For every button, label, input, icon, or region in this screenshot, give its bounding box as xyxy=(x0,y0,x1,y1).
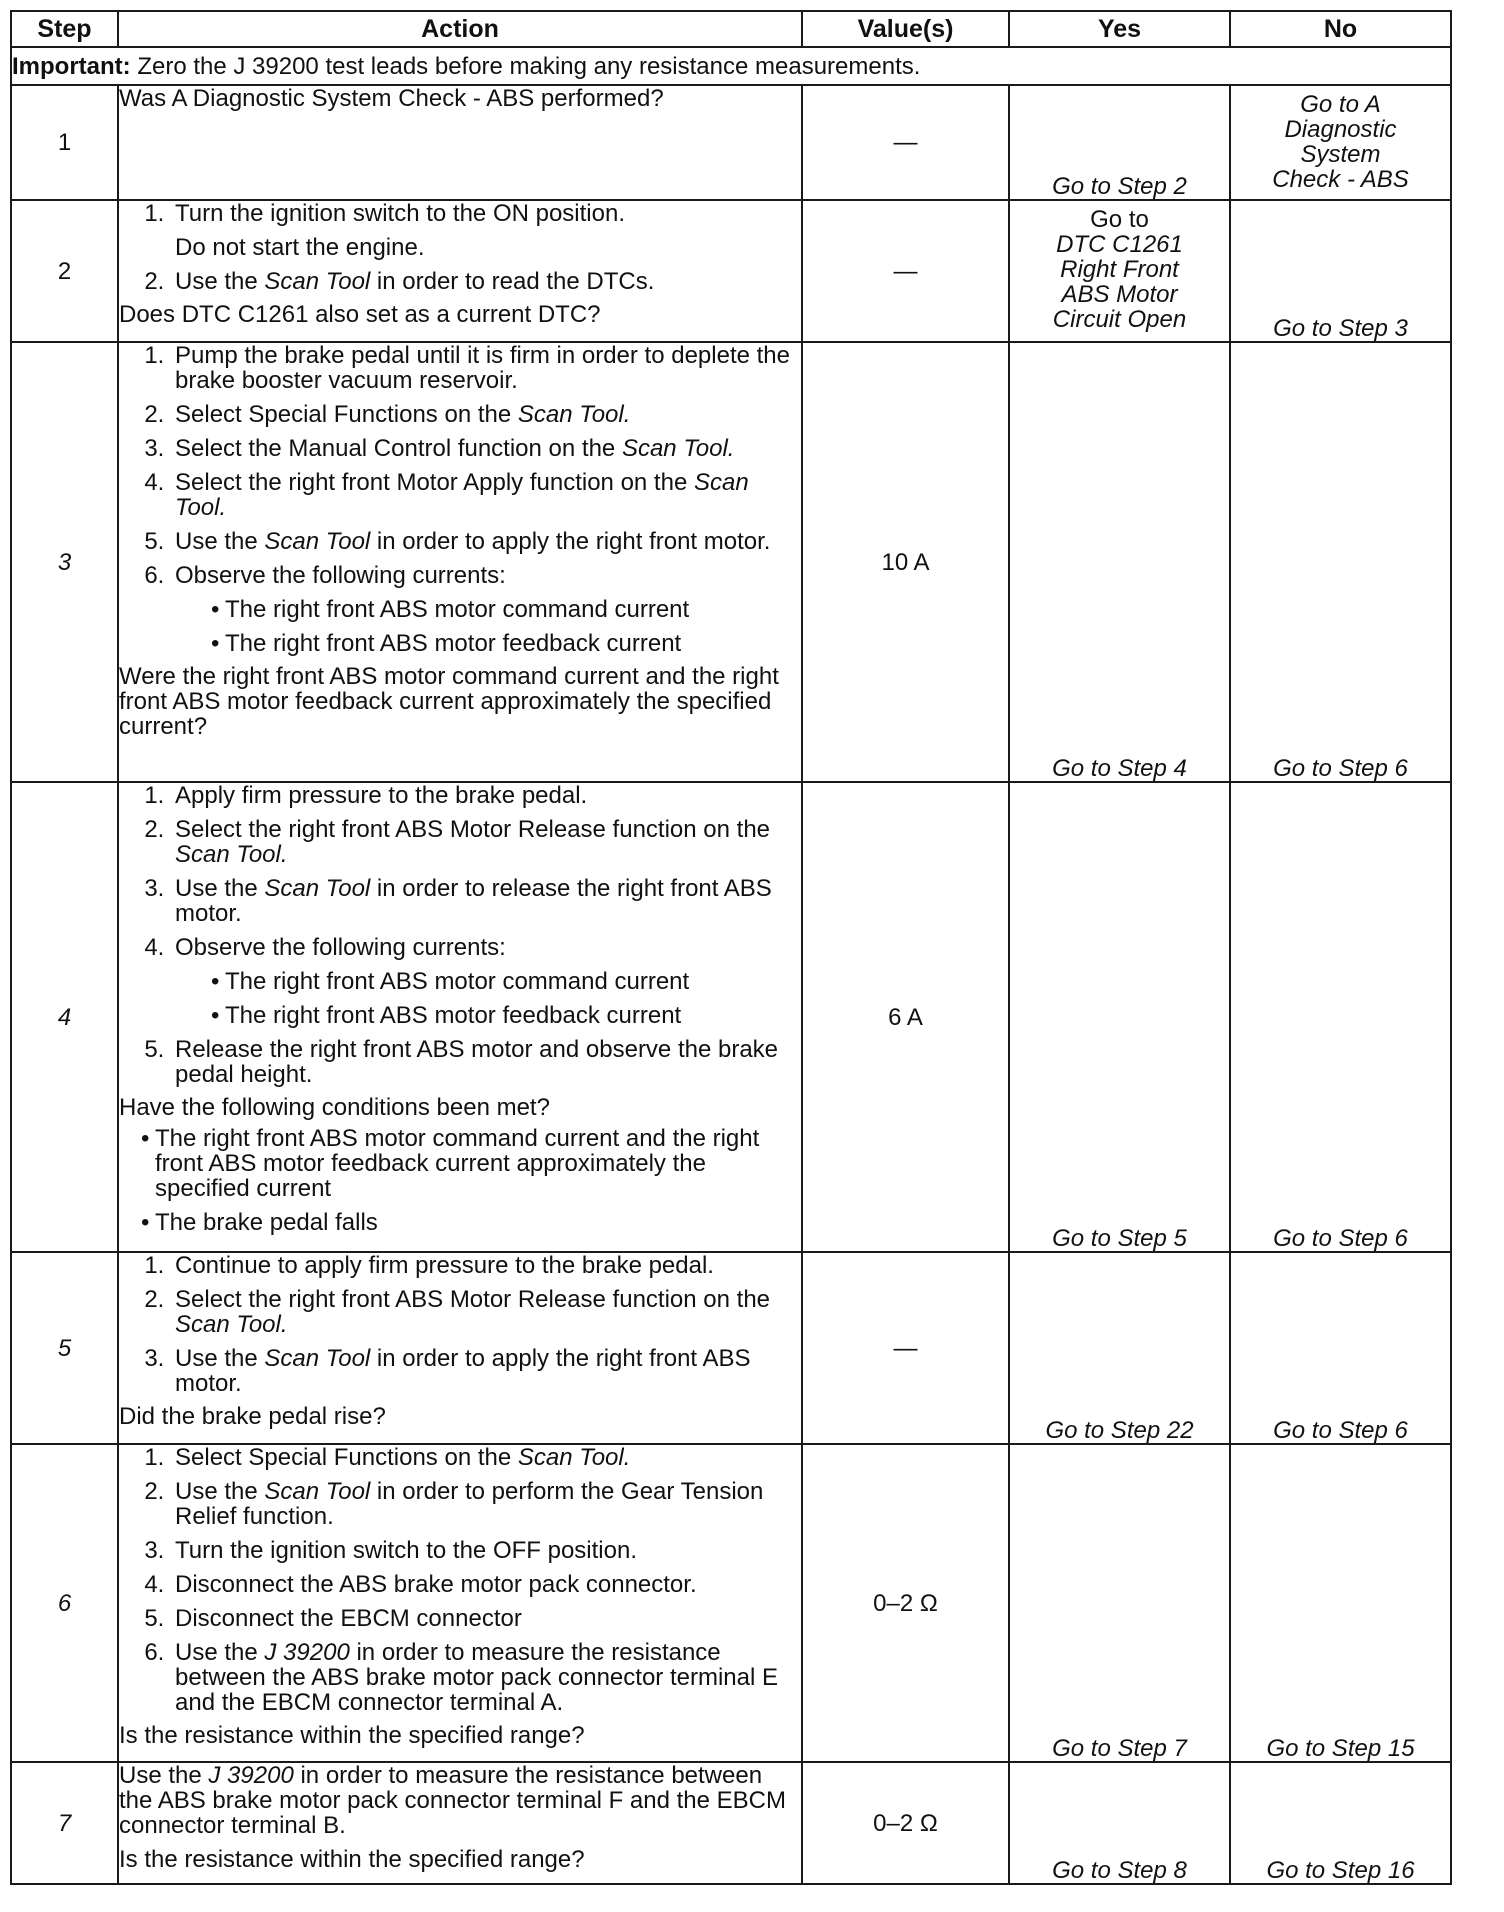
action-cell xyxy=(118,1252,802,1444)
yes-cell: Go to Step 5 xyxy=(1009,782,1230,1252)
yes-line: ABS Motor xyxy=(1061,281,1178,308)
action-cell xyxy=(118,782,802,1252)
table-row-step-5 xyxy=(11,1252,1451,1444)
no-line: Diagnostic xyxy=(1284,116,1397,143)
action-step: 2. Select Special Functions on the Scan Tool. xyxy=(171,402,801,427)
no-cell: Go to Step 3 xyxy=(1230,200,1451,342)
value-cell: — xyxy=(802,1252,1009,1444)
bullet-item: • The right front ABS motor feedback current xyxy=(211,1003,801,1028)
action-step: 3. Turn the ignition switch to the OFF position. xyxy=(171,1538,801,1563)
value-cell: 10 A xyxy=(802,342,1009,782)
action-step: 6. Observe the following currents: • The right front ABS motor command current • The right front ABS motor feedback current xyxy=(171,563,801,656)
no-line: Go to A xyxy=(1300,91,1381,118)
action-step: 6. Use the J 39200 in order to measure the resistance between the ABS brake motor pack connector terminal E and the EBCM connector terminal A. xyxy=(171,1640,801,1715)
step-number: 3 xyxy=(11,342,118,782)
no-line: System xyxy=(1300,141,1381,168)
action-cell xyxy=(118,1762,802,1884)
action-cell xyxy=(118,85,802,200)
action-step: 5. Release the right front ABS motor and observe the brake pedal height. xyxy=(171,1037,801,1087)
value-cell: 0–2 Ω xyxy=(802,1444,1009,1762)
action-step: 2. Use the Scan Tool in order to read the DTCs. xyxy=(171,269,801,294)
important-row xyxy=(11,47,1451,85)
step-number: 7 xyxy=(11,1762,118,1884)
yes-cell: Go to Step 7 xyxy=(1009,1444,1230,1762)
header-step: Step xyxy=(11,11,118,47)
yes-cell xyxy=(1009,200,1230,342)
action-question: Were the right front ABS motor command current and the right front ABS motor feedback current approximately the specified current? xyxy=(119,663,779,740)
step-number: 5 xyxy=(11,1252,118,1444)
action-question: Did the brake pedal rise? xyxy=(119,1403,386,1430)
action-step: 1. Continue to apply firm pressure to the brake pedal. xyxy=(171,1253,801,1278)
action-question: Does DTC C1261 also set as a current DTC? xyxy=(119,301,601,328)
yes-cell: Go to Step 2 xyxy=(1009,85,1230,200)
action-question: Is the resistance within the specified range? xyxy=(119,1722,585,1749)
action-steps xyxy=(119,343,801,656)
yes-line: Circuit Open xyxy=(1052,306,1187,333)
header-action: Action xyxy=(118,11,802,47)
condition-list xyxy=(119,1126,801,1235)
diagnostic-table xyxy=(10,10,1452,1885)
no-line: Check - ABS xyxy=(1272,166,1409,193)
action-step: 5. Use the Scan Tool in order to apply the right front motor. xyxy=(171,529,801,554)
bullet-list xyxy=(175,969,801,1028)
table-row-step-6 xyxy=(11,1444,1451,1762)
table-row-step-7 xyxy=(11,1762,1451,1884)
no-cell xyxy=(1230,85,1451,200)
table-row-step-3 xyxy=(11,342,1451,782)
action-cell xyxy=(118,200,802,342)
action-step: 1. Turn the ignition switch to the ON position. Do not start the engine. xyxy=(171,201,801,260)
important-note xyxy=(11,47,1451,85)
step-number: 1 xyxy=(11,85,118,200)
table-row-step-2 xyxy=(11,200,1451,342)
header-no: No xyxy=(1230,11,1451,47)
action-steps xyxy=(119,1253,801,1396)
value-cell: 0–2 Ω xyxy=(802,1762,1009,1884)
action-steps xyxy=(119,201,801,294)
yes-cell: Go to Step 4 xyxy=(1009,342,1230,782)
table-row-step-1 xyxy=(11,85,1451,200)
yes-cell: Go to Step 8 xyxy=(1009,1762,1230,1884)
value-cell: — xyxy=(802,200,1009,342)
step-number: 2 xyxy=(11,200,118,342)
action-cell xyxy=(118,1444,802,1762)
header-row xyxy=(11,11,1451,47)
bullet-item: • The right front ABS motor feedback current xyxy=(211,631,801,656)
action-step: 1. Apply firm pressure to the brake pedal. xyxy=(171,783,801,808)
table-row-step-4 xyxy=(11,782,1451,1252)
header-yes: Yes xyxy=(1009,11,1230,47)
action-step: 1. Select Special Functions on the Scan Tool. xyxy=(171,1445,801,1470)
step-number: 4 xyxy=(11,782,118,1252)
action-step: 2. Use the Scan Tool in order to perform the Gear Tension Relief function. xyxy=(171,1479,801,1529)
yes-line: DTC C1261 xyxy=(1056,231,1183,258)
action-step: 2. Select the right front ABS Motor Release function on the Scan Tool. xyxy=(171,817,801,867)
action-cell xyxy=(118,342,802,782)
value-cell: — xyxy=(802,85,1009,200)
action-question: Have the following conditions been met? xyxy=(119,1094,550,1121)
bullet-item: • The right front ABS motor command current xyxy=(211,597,801,622)
action-step: 4. Observe the following currents: • The right front ABS motor command current • The right front ABS motor feedback current xyxy=(171,935,801,1028)
no-cell: Go to Step 6 xyxy=(1230,342,1451,782)
diagnostic-table-page xyxy=(10,10,1452,1885)
header-value: Value(s) xyxy=(802,11,1009,47)
action-step: 5. Disconnect the EBCM connector xyxy=(171,1606,801,1631)
action-step: 3. Use the Scan Tool in order to release the right front ABS motor. xyxy=(171,876,801,926)
action-text: Use the J 39200 in order to measure the resistance between the ABS brake motor pack connector terminal F and the EBCM connector terminal B. xyxy=(119,1762,786,1839)
no-cell: Go to Step 6 xyxy=(1230,1252,1451,1444)
yes-cell: Go to Step 22 xyxy=(1009,1252,1230,1444)
action-step: 3. Select the Manual Control function on the Scan Tool. xyxy=(171,436,801,461)
action-steps xyxy=(119,1445,801,1715)
yes-line: Go to xyxy=(1090,206,1149,233)
condition-item: • The right front ABS motor command current and the right front ABS motor feedback current approximately the specified current xyxy=(141,1126,801,1201)
action-question: Is the resistance within the specified range? xyxy=(119,1846,585,1873)
important-label: Important: xyxy=(12,52,131,80)
important-text: Zero the J 39200 test leads before making any resistance measurements. xyxy=(130,52,921,80)
value-cell: 6 A xyxy=(802,782,1009,1252)
bullet-item: • The right front ABS motor command current xyxy=(211,969,801,994)
action-steps xyxy=(119,783,801,1087)
no-cell: Go to Step 6 xyxy=(1230,782,1451,1252)
bullet-list xyxy=(175,597,801,656)
no-cell: Go to Step 16 xyxy=(1230,1762,1451,1884)
action-step: 1. Pump the brake pedal until it is firm in order to deplete the brake booster vacuum reservoir. xyxy=(171,343,801,393)
step-number: 6 xyxy=(11,1444,118,1762)
action-step: 3. Use the Scan Tool in order to apply the right front ABS motor. xyxy=(171,1346,801,1396)
condition-item: • The brake pedal falls xyxy=(141,1210,801,1235)
action-step: 4. Disconnect the ABS brake motor pack connector. xyxy=(171,1572,801,1597)
action-step-note: Do not start the engine. xyxy=(175,234,425,261)
no-cell: Go to Step 15 xyxy=(1230,1444,1451,1762)
action-step: 2. Select the right front ABS Motor Release function on the Scan Tool. xyxy=(171,1287,801,1337)
yes-line: Right Front xyxy=(1060,256,1179,283)
action-step: 4. Select the right front Motor Apply function on the Scan Tool. xyxy=(171,470,801,520)
action-question: Was A Diagnostic System Check - ABS performed? xyxy=(119,85,664,112)
